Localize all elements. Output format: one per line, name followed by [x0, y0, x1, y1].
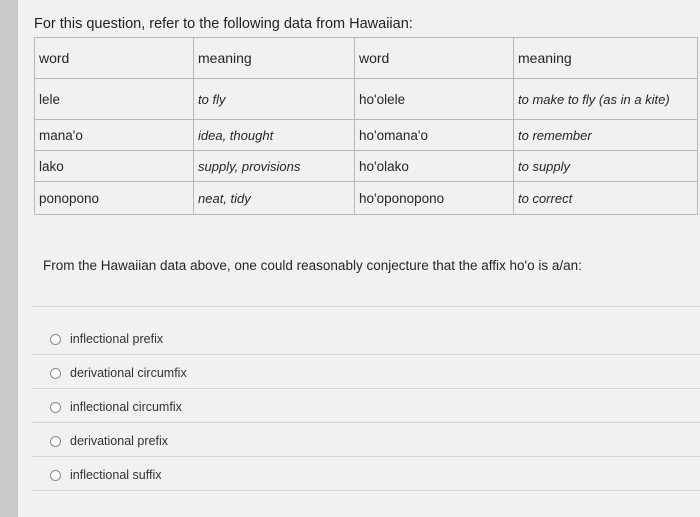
table-cell: to make to fly (as in a kite)	[514, 79, 698, 120]
radio-button-icon[interactable]	[50, 436, 61, 447]
table-header-row	[35, 38, 698, 79]
answer-option[interactable]	[50, 424, 187, 458]
question-card	[18, 0, 700, 517]
table-cell: ponopono	[35, 182, 194, 215]
answer-option-label: derivational prefix	[70, 434, 168, 448]
table-row	[35, 120, 698, 151]
table-cell: idea, thought	[194, 120, 355, 151]
table-cell: to supply	[514, 151, 698, 182]
divider	[32, 354, 700, 355]
answer-option-label: inflectional suffix	[70, 468, 162, 482]
divider	[32, 422, 700, 423]
table-cell: supply, provisions	[194, 151, 355, 182]
table-cell: to fly	[194, 79, 355, 120]
radio-button-icon[interactable]	[50, 334, 61, 345]
table-cell: neat, tidy	[194, 182, 355, 215]
table-cell: ho'oponopono	[355, 182, 514, 215]
table-cell: ho'olele	[355, 79, 514, 120]
radio-button-icon[interactable]	[50, 470, 61, 481]
table-cell: lele	[35, 79, 194, 120]
column-header-meaning: meaning	[194, 38, 355, 79]
answer-option[interactable]	[50, 322, 187, 356]
column-header-word: word	[35, 38, 194, 79]
table-cell: to remember	[514, 120, 698, 151]
table-cell: to correct	[514, 182, 698, 215]
answer-option-label: inflectional circumfix	[70, 400, 182, 414]
table-cell: lako	[35, 151, 194, 182]
answer-option[interactable]	[50, 356, 187, 390]
table-cell: ho'omana'o	[355, 120, 514, 151]
answer-option[interactable]	[50, 458, 187, 492]
hawaiian-data-table	[34, 37, 698, 215]
question-intro: For this question, refer to the following data from Hawaiian:	[34, 16, 413, 32]
answer-option[interactable]	[50, 390, 187, 424]
radio-button-icon[interactable]	[50, 402, 61, 413]
table-row	[35, 182, 698, 215]
answer-option-label: derivational circumfix	[70, 366, 187, 380]
table-cell: mana'o	[35, 120, 194, 151]
radio-button-icon[interactable]	[50, 368, 61, 379]
column-header-meaning: meaning	[514, 38, 698, 79]
table-cell: ho'olako	[355, 151, 514, 182]
answer-options	[50, 322, 187, 492]
table-row	[35, 151, 698, 182]
column-header-word: word	[355, 38, 514, 79]
divider	[32, 388, 700, 389]
table-row	[35, 79, 698, 120]
question-prompt: From the Hawaiian data above, one could reasonably conjecture that the affix ho'o is a/an:	[43, 258, 582, 273]
answer-option-label: inflectional prefix	[70, 332, 164, 346]
divider	[32, 456, 700, 457]
divider	[32, 490, 700, 491]
divider	[32, 306, 700, 307]
